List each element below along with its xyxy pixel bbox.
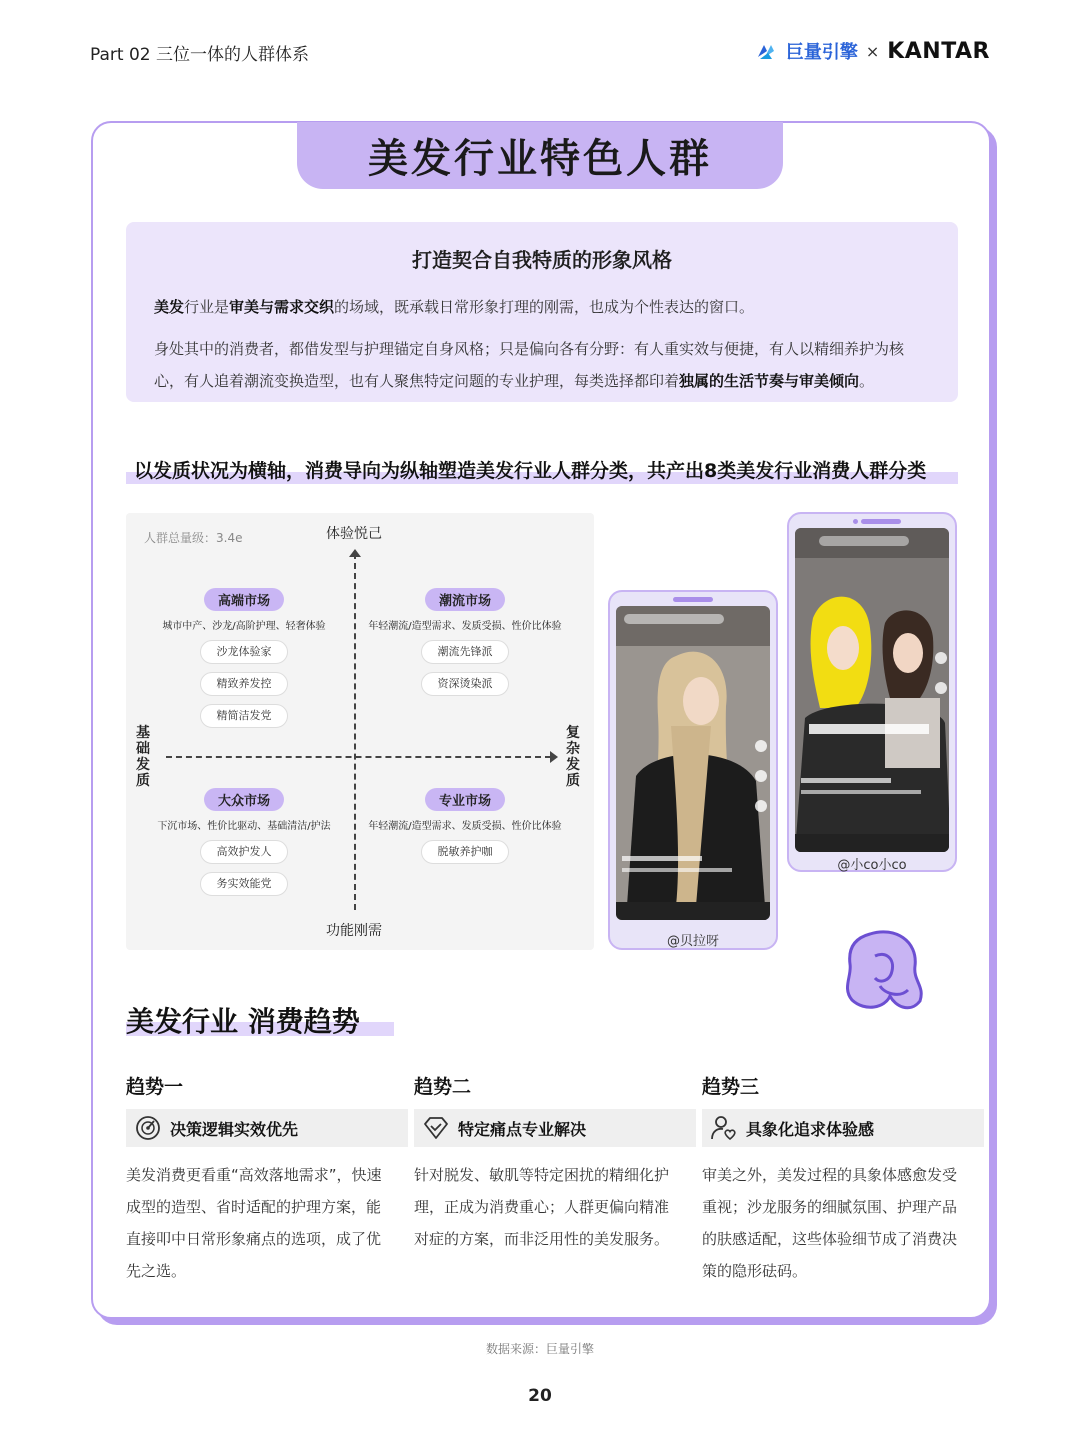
gauge-icon <box>134 1114 162 1142</box>
horizontal-axis <box>166 756 551 758</box>
intro-bold-text: 独属的生活节奏与审美倾向 <box>679 372 860 390</box>
page-title: 美发行业特色人群 <box>368 136 712 182</box>
axis-label-top: 体验悦己 <box>326 526 382 542</box>
quadrant-high-end <box>139 588 349 728</box>
quadrant-professional <box>360 788 570 864</box>
intro-text: 行业是 <box>184 298 230 316</box>
trend-body: 针对脱发、敏肌等特定困扰的精细化护理，正成为消费重心；人群更偏向精准对症的方案，而非泛用性的美发服务。 <box>414 1166 670 1248</box>
phone-camera-dot <box>853 519 858 524</box>
trend-card-2 <box>414 1072 696 1255</box>
quadrant-tag: 高端市场 <box>204 588 284 611</box>
trend-body: 美发消费更看重“高效落地需求”，快速成型的造型、省时适配的护理方案，能直接叩中日常形象痛点的选项，成了优先之选。 <box>126 1166 382 1280</box>
phone-notch <box>673 597 713 602</box>
axis-label-bottom: 功能刚需 <box>326 923 382 939</box>
arrow-up-icon <box>349 549 361 557</box>
segment-pill: 精致养发控 <box>200 672 288 696</box>
diamond-check-icon <box>422 1114 450 1142</box>
intro-box <box>126 222 958 402</box>
subhead-text: 以发质状况为横轴，消费导向为纵轴塑造美发行业人群分类，共产出8类美发行业消费人群分类 <box>134 460 927 482</box>
intro-paragraph-1 <box>154 291 930 323</box>
phone-mockup-2 <box>787 512 957 872</box>
intro-text: 。 <box>859 372 875 390</box>
section-title-tab <box>297 122 783 189</box>
quadrant-tag: 大众市场 <box>204 788 284 811</box>
phone-notch <box>861 519 901 524</box>
brand-separator: × <box>865 41 880 61</box>
trend-heading: 趋势三 <box>702 1076 760 1098</box>
segment-pill: 务实效能党 <box>200 872 288 896</box>
trend-label: 特定痛点专业解决 <box>458 1119 587 1139</box>
hair-silhouette-icon <box>840 926 930 1016</box>
segment-pill: 高效护发人 <box>200 840 288 864</box>
axis-label-left: 基础发质 <box>136 725 150 789</box>
trend-label-bar <box>702 1109 984 1147</box>
intro-bold-text: 美发 <box>154 298 185 316</box>
segment-pill: 沙龙体验家 <box>200 640 288 664</box>
quadrant-tag: 潮流市场 <box>425 588 505 611</box>
creator-handle: @小co小co <box>837 858 907 873</box>
quadrant-trend <box>360 588 570 696</box>
data-source: 数据来源：巨量引擎 <box>485 1342 594 1356</box>
person-heart-icon <box>710 1114 738 1142</box>
intro-paragraph-2 <box>154 333 930 397</box>
intro-text: 身处其中的消费者，都借发型与护理锚定自身风格；只是偏向各有分野：有人重实效与便捷，有人以精细养护为核心，有人追着潮流变换造型，也有人聚焦特定问题的专业护理，每类选择都印着 <box>154 340 905 390</box>
trend-label: 具象化追求体验感 <box>746 1119 875 1139</box>
video-screenshot <box>616 606 770 920</box>
intro-bold-text: 审美与需求交织 <box>229 298 335 316</box>
kantar-logo: KANTAR <box>887 38 990 64</box>
part-label: Part 02 三位一体的人群体系 <box>90 45 309 65</box>
vertical-axis <box>354 553 356 910</box>
trend-label-bar <box>126 1109 408 1147</box>
page-number: 20 <box>528 1386 552 1406</box>
quadrant-mass <box>139 788 349 896</box>
brand-logos <box>754 38 990 64</box>
segment-pill: 资深烫染派 <box>421 672 509 696</box>
quadrant-tag: 专业市场 <box>425 788 505 811</box>
quadrant-desc: 城市中产、沙龙/高阶护理、轻奢体验 <box>162 621 326 632</box>
trend-label: 决策逻辑实效优先 <box>170 1119 299 1139</box>
trend-card-3 <box>702 1072 984 1287</box>
intro-text: 的场域，既承载日常形象打理的刚需，也成为个性表达的窗口。 <box>334 298 755 316</box>
trends-title-text: 美发行业 消费趋势 <box>126 1005 360 1038</box>
quadrant-desc: 年轻潮流/造型需求、发质受损、性价比体验 <box>368 621 562 632</box>
ocean-engine-logo-icon <box>754 39 778 63</box>
ocean-engine-name: 巨量引擎 <box>785 42 858 63</box>
quadrant-desc: 年轻潮流/造型需求、发质受损、性价比体验 <box>368 821 562 832</box>
page-header <box>0 0 1080 100</box>
trend-card-1 <box>126 1072 408 1287</box>
axis-label-right: 复杂发质 <box>566 725 580 789</box>
total-population: 人群总量级：3.4e <box>144 531 243 545</box>
segment-pill: 潮流先锋派 <box>421 640 509 664</box>
trend-heading: 趋势一 <box>126 1076 184 1098</box>
creator-handle: @贝拉呀 <box>666 934 719 949</box>
video-screenshot <box>795 528 949 852</box>
phone-mockup-1 <box>608 590 778 950</box>
trend-heading: 趋势二 <box>414 1076 472 1098</box>
trends-section-title <box>126 1000 360 1040</box>
intro-title: 打造契合自我特质的形象风格 <box>412 248 672 272</box>
trend-label-bar <box>414 1109 696 1147</box>
segment-pill: 脱敏养护咖 <box>421 840 509 864</box>
classification-subhead <box>126 456 926 488</box>
quadrant-desc: 下沉市场、性价比驱动、基础清洁/护法 <box>157 821 331 832</box>
arrow-right-icon <box>550 751 558 763</box>
segment-matrix <box>126 513 594 950</box>
segment-pill: 精简洁发党 <box>200 704 288 728</box>
trend-body: 审美之外，美发过程的具象体感愈发受重视；沙龙服务的细腻氛围、护理产品的肤感适配，这些体验细节成了消费决策的隐形砝码。 <box>702 1166 958 1280</box>
